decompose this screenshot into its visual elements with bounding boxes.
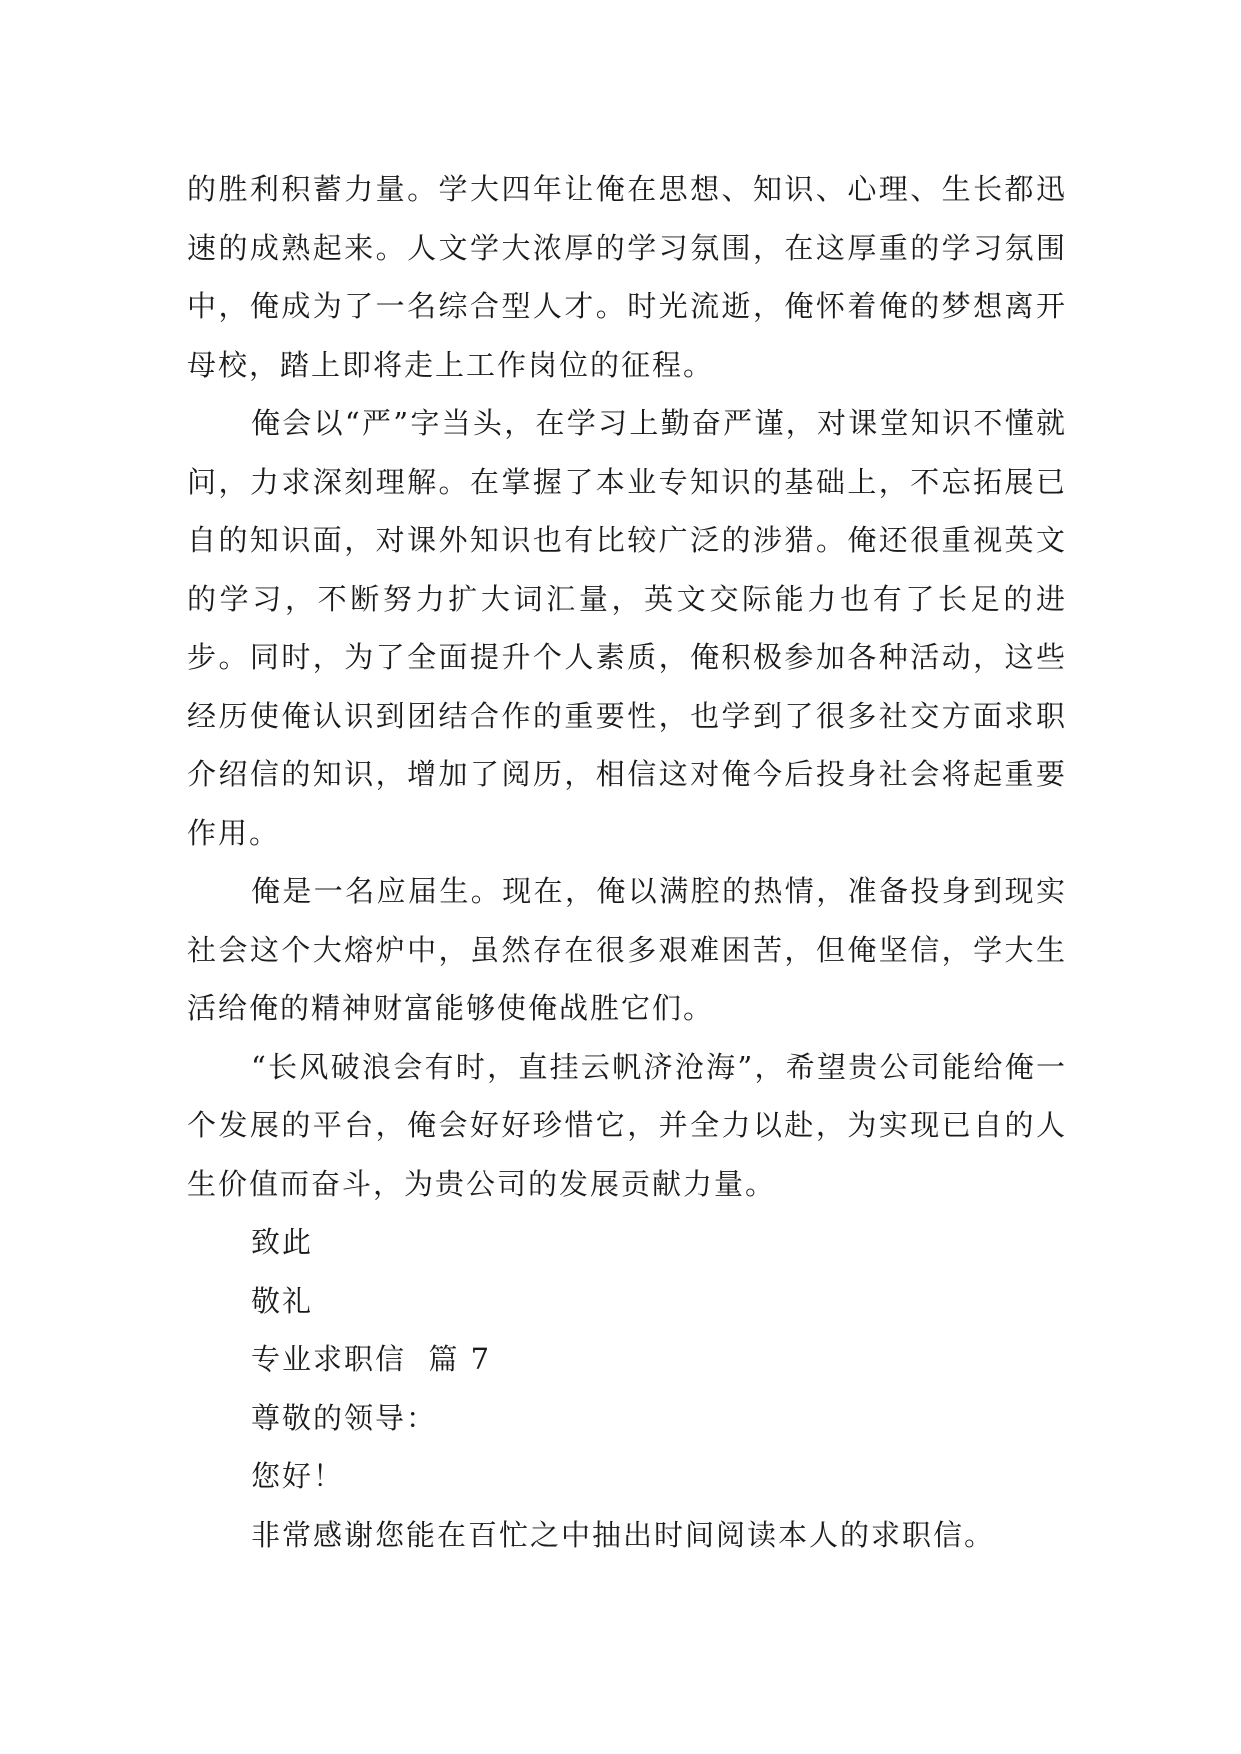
paragraph-2: 俺会以“严”字当头，在学习上勤奋严谨，对课堂知识不懂就问，力求深刻理解。在掌握了本业专知识的基础上，不忘拓展已自的知识面，对课外知识也有比较广泛的涉猎。俺还很重视英文的学习，不断努力扩大词汇量，英文交际能力也有了长足的进步。同时，为了全面提升个人素质，俺积极参加各种活动，这些经历使俺认识到团结合作的重要性，也学到了很多社交方面求职介绍信的知识，增加了阅历，相信这对俺今后投身社会将起重要作用。 xyxy=(187,406,1067,850)
paragraph-3: 俺是一名应届生。现在，俺以满腔的热情，准备投身到现实社会这个大熔炉中，虽然存在很多艰难困苦，但俺坚信，学大生活给俺的精神财富能够使俺战胜它们。 xyxy=(187,874,1067,1025)
section-title: 专业求职信 篇 7 xyxy=(251,1342,492,1376)
greeting-line: 尊敬的领导： xyxy=(251,1400,438,1435)
closing-line: 致此 xyxy=(251,1225,314,1259)
letter-body xyxy=(187,160,1067,1564)
hello-line: 您好！ xyxy=(251,1459,345,1493)
paragraph-1: 的胜利积蓄力量。学大四年让俺在思想、知识、心理、生长都迅速的成熟起来。人文学大浓厚的学习氛围，在这厚重的学习氛围中，俺成为了一名综合型人才。时光流逝，俺怀着俺的梦想离开母校，踏上即将走上工作岗位的征程。 xyxy=(187,172,1067,382)
paragraph-4: “长风破浪会有时，直挂云帆济沧海”，希望贵公司能给俺一个发展的平台，俺会好好珍惜它，并全力以赴，为实现已自的人生价值而奋斗，为贵公司的发展贡献力量。 xyxy=(187,1049,1067,1201)
opening-sentence: 非常感谢您能在百忙之中抽出时间阅读本人的求职信。 xyxy=(251,1517,996,1552)
salute-line: 敬礼 xyxy=(251,1283,314,1318)
